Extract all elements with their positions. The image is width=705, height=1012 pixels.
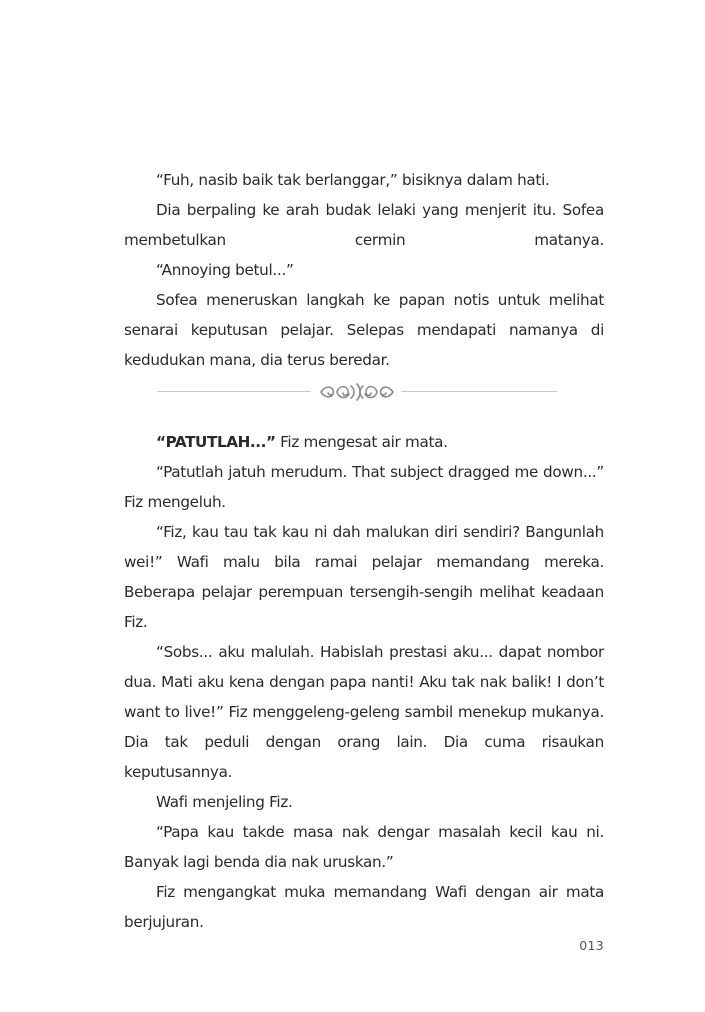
paragraph: “Papa kau takde masa nak dengar masalah kecil kau ni. Banyak lagi benda dia nak uruskan.” (124, 823, 604, 871)
section-2 (124, 427, 604, 937)
paragraph: “Fuh, nasib baik tak berlanggar,” bisiknya dalam hati. (156, 171, 550, 189)
paragraph: Sofea meneruskan langkah ke papan notis untuk melihat senarai keputusan pelajar. Selepas mendapati namanya di kedudukan mana, dia terus beredar. (124, 291, 604, 369)
chapter-lead: “PATUTLAH...” (156, 433, 276, 451)
paragraph: “Annoying betul...” (156, 261, 294, 279)
paragraph: “Fiz, kau tau tak kau ni dah malukan diri sendiri? Bangunlah wei!” Wafi malu bila ramai pelajar memandang mereka. Beberapa pelajar perempuan tersengih-sengih melihat keadaan Fiz. (124, 523, 604, 631)
paragraph: “Patutlah jatuh merudum. That subject dragged me down...” Fiz mengeluh. (124, 463, 604, 511)
paragraph: Dia berpaling ke arah budak lelaki yang menjerit itu. Sofea membetulkan cermin matanya. (124, 201, 604, 249)
paragraph: “Sobs... aku malulah. Habislah prestasi aku... dapat nombor dua. Mati aku kena dengan papa nanti! Aku tak nak balik! I don’t want to live!” Fiz menggeleng-geleng sambil menekup mukanya. Dia tak peduli dengan orang lain. Dia cuma risaukan keputusannya. (124, 643, 604, 781)
lead-rest: Fiz mengesat air mata. (275, 433, 448, 451)
paragraph: Fiz mengangkat muka memandang Wafi dengan air mata berjujuran. (124, 883, 604, 931)
divider-line-left (157, 391, 311, 392)
divider-line-right (401, 391, 557, 392)
paragraph (124, 427, 604, 457)
paragraph: Wafi menjeling Fiz. (156, 793, 293, 811)
page-number: 013 (579, 938, 604, 953)
ornament-icon (317, 380, 397, 404)
section-1 (124, 165, 604, 375)
section-divider (157, 380, 557, 404)
